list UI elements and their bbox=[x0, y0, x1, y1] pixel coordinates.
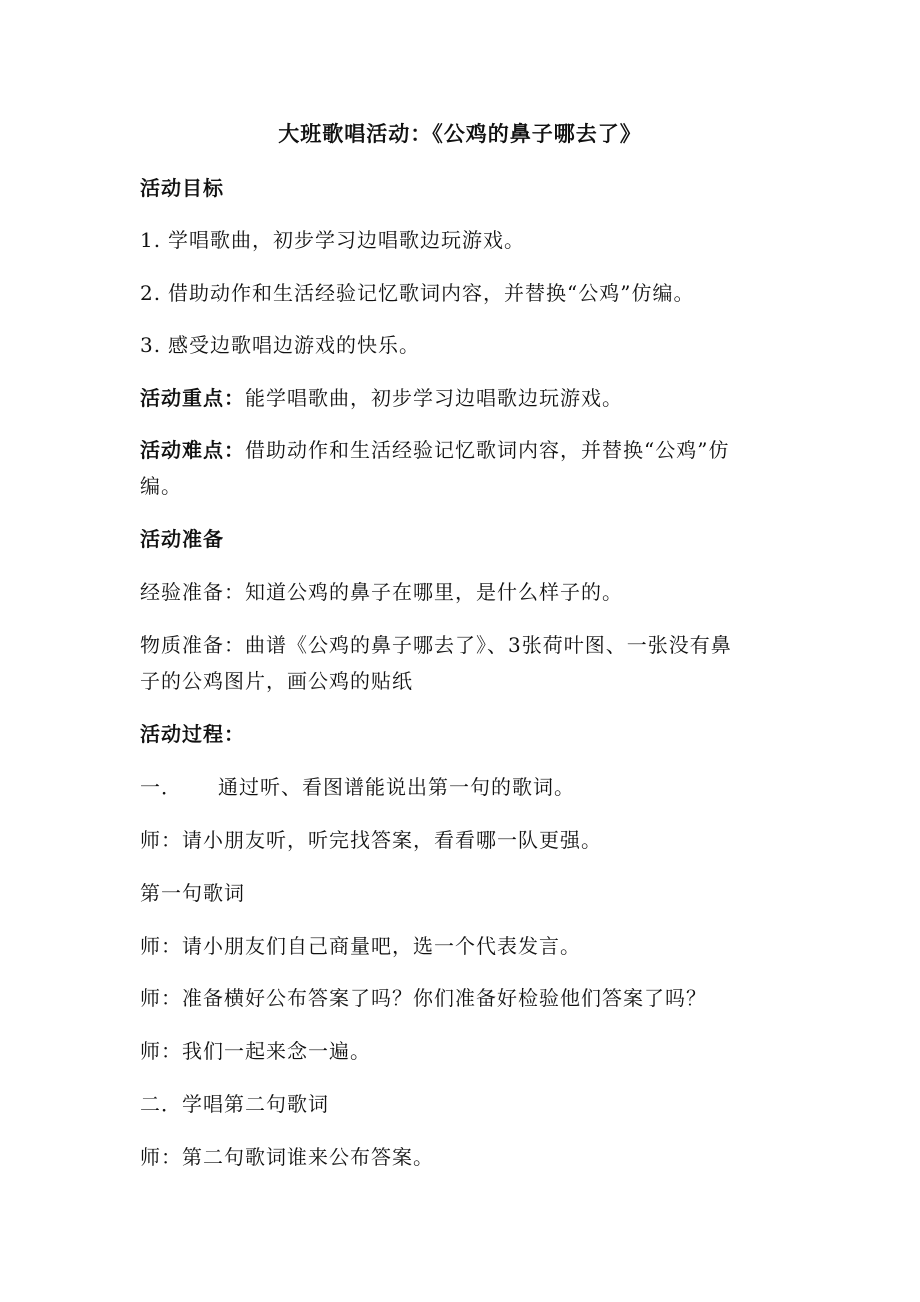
difficulty-text-line1: 借助动作和生活经验记忆歌词内容，并替换“公鸡”仿 bbox=[245, 438, 730, 462]
key-point-label: 活动重点： bbox=[140, 386, 245, 410]
difficulty-paragraph bbox=[140, 432, 780, 468]
process-line: 师：请小朋友听，听完找答案，看看哪一队更强。 bbox=[140, 828, 602, 852]
goal-item-3 bbox=[140, 327, 780, 363]
goal-item-1 bbox=[140, 222, 780, 258]
goal-text: 学唱歌曲，初步学习边唱歌边玩游戏。 bbox=[168, 228, 525, 252]
goal-number: 2. bbox=[140, 281, 162, 305]
difficulty-text-line2: 编。 bbox=[140, 474, 182, 498]
process-line: 第一句歌词 bbox=[140, 881, 245, 905]
goal-number: 3. bbox=[140, 333, 162, 357]
process-step-1 bbox=[140, 769, 780, 805]
difficulty-label: 活动难点： bbox=[140, 438, 245, 462]
process-step-2: 二．学唱第二句歌词 bbox=[140, 1092, 329, 1116]
process-line: 师：第二句歌词谁来公布答案。 bbox=[140, 1145, 434, 1169]
section-heading-process: 活动过程： bbox=[140, 722, 245, 746]
goal-text: 感受边歌唱边游戏的快乐。 bbox=[168, 333, 420, 357]
goal-text: 借助动作和生活经验记忆歌词内容，并替换“公鸡”仿编。 bbox=[168, 281, 695, 305]
key-point-paragraph bbox=[140, 380, 780, 416]
process-line: 师：我们一起来念一遍。 bbox=[140, 1039, 371, 1063]
goal-number: 1. bbox=[140, 228, 162, 252]
material-preparation-line1: 物质准备：曲谱《公鸡的鼻子哪去了》、3张荷叶图、一张没有鼻 bbox=[140, 633, 732, 657]
material-preparation-line2: 子的公鸡图片，画公鸡的贴纸 bbox=[140, 669, 413, 693]
process-line: 师：请小朋友们自己商量吧，选一个代表发言。 bbox=[140, 934, 581, 958]
key-point-text: 能学唱歌曲，初步学习边唱歌边玩游戏。 bbox=[245, 386, 623, 410]
step-number: 一． bbox=[140, 775, 182, 799]
process-line: 师：准备横好公布答案了吗？你们准备好检验他们答案了吗？ bbox=[140, 986, 707, 1010]
section-heading-preparation: 活动准备 bbox=[140, 527, 224, 551]
step-text: 通过听、看图谱能说出第一句的歌词。 bbox=[218, 775, 575, 799]
section-heading-goals: 活动目标 bbox=[140, 176, 224, 200]
document-title: 大班歌唱活动：《公鸡的鼻子哪去了》 bbox=[278, 121, 642, 146]
goal-item-2 bbox=[140, 275, 780, 311]
experience-preparation: 经验准备：知道公鸡的鼻子在哪里，是什么样子的。 bbox=[140, 580, 623, 604]
